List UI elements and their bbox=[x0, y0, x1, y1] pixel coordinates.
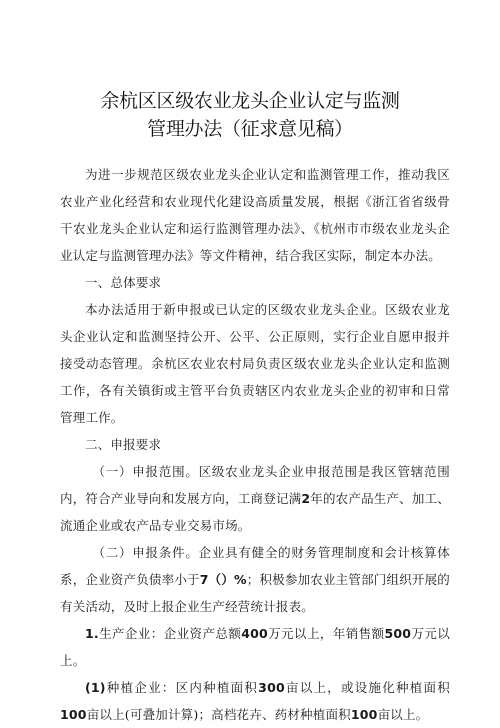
production-assets-number: 400 bbox=[241, 626, 268, 641]
item-1-text-b: 年的农产品生产、加工、流通企业或农产品专业交易市场。 bbox=[60, 491, 450, 533]
facility-area-number: 100 bbox=[60, 707, 87, 722]
production-text-c: 万元以上。 bbox=[60, 626, 450, 668]
planting-text-d: 亩以上。 bbox=[377, 707, 429, 722]
planting-enterprise-paragraph bbox=[60, 674, 450, 728]
item-1-text-a: （一）申报范围。区级农业龙头企业申报范围是我区管辖范围内，符合产业导向和发展方向，工商登记满 bbox=[60, 464, 450, 506]
production-enterprise-paragraph bbox=[60, 620, 450, 674]
production-text-a: 生产企业：企业资产总额 bbox=[98, 626, 242, 641]
production-text-b: 万元以上，年销售额 bbox=[267, 626, 385, 641]
section-2-item-2 bbox=[60, 539, 450, 620]
section-1-heading: 一、总体要求 bbox=[85, 275, 162, 290]
document-body bbox=[60, 161, 450, 728]
production-enterprise-label: 1. bbox=[85, 626, 99, 641]
planting-enterprise-label: (1) bbox=[85, 680, 106, 695]
planting-text-c: 亩以上(可叠加计算)；高档花卉、药材种植面积 bbox=[86, 707, 351, 722]
section-2-item-1 bbox=[60, 458, 450, 539]
document-title-line-1: 余杭区区级农业龙头企业认定与监测 bbox=[100, 90, 400, 112]
document-title-line-2: 管理办法（征求意见稿） bbox=[147, 118, 353, 140]
section-2-heading: 二、申报要求 bbox=[85, 437, 162, 452]
intro-paragraph: 为进一步规范区级农业龙头企业认定和监测管理工作，推动我区农业产业化经营和农业现代化建设高质量发展，根据《浙江省省级骨干农业龙头企业认定和运行监测管理办法》、《杭州市市级农业龙头企业认定与监测管理办法》等文件精神，结合我区实际，制定本办法。 bbox=[60, 167, 450, 263]
flower-area-number: 100 bbox=[350, 707, 378, 722]
section-1-paragraph: 本办法适用于新申报或已认定的区级农业龙头企业。区级农业龙头企业认定和监测坚持公开、公平、公正原则，实行企业自愿申报并接受动态管理。余杭区农业农村局负责区级农业龙头企业认定和监测工作，各有关镇街或主管平台负责辖区内农业龙头企业的初审和日常管理工作。 bbox=[60, 302, 450, 425]
planting-area-number: 300 bbox=[258, 680, 285, 695]
planting-text-b: 亩以上，或设施化种植面积 bbox=[284, 680, 451, 695]
item-2-text-a: （二）申报条件。企业具有健全的财务管理制度和会计核算体系，企业资产负债率小于 bbox=[60, 545, 450, 587]
production-sales-number: 500 bbox=[384, 626, 412, 641]
item-1-number: 2 bbox=[301, 491, 311, 506]
item-2-number: 7（）% bbox=[199, 572, 247, 587]
planting-text-a: 种植企业：区内种植面积 bbox=[105, 680, 259, 695]
item-2-text-b: ；积极参加农业主管部门组织开展的有关活动，及时上报企业生产经营统计报表。 bbox=[60, 572, 450, 614]
